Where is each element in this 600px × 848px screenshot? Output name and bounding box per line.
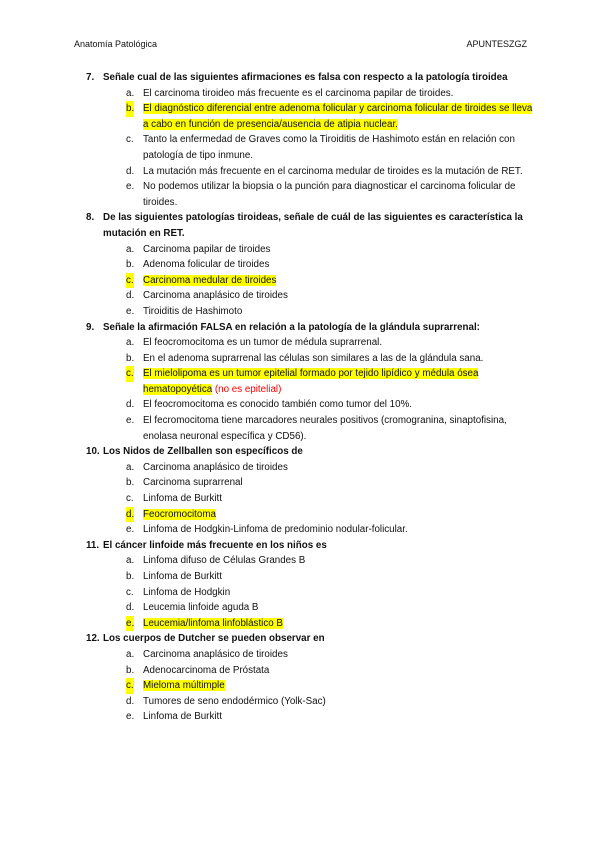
option-text: En el adenoma suprarrenal las células son similares a las de la glándula sana. [143, 352, 484, 364]
option [88, 663, 536, 679]
question-12 [88, 631, 536, 647]
option [88, 709, 536, 725]
header-source: APUNTESZGZ [466, 39, 527, 49]
option-text: Carcinoma papilar de tiroides [143, 243, 271, 255]
option-letter: c. [126, 134, 134, 146]
option [88, 335, 536, 351]
option [88, 257, 536, 273]
header-subject: Anatomía Patológica [74, 39, 158, 49]
option-text: El fecromocitoma tiene marcadores neurales positivos (cromogranina, sinaptofisina, enolasa neuronal específica y CD56). [143, 415, 507, 442]
question-number: 9. [86, 321, 95, 333]
option-text: Linfoma de Burkitt [143, 493, 222, 505]
option-letter: a. [126, 243, 135, 255]
question-8 [88, 210, 536, 241]
option-letter: b. [126, 571, 135, 582]
option [88, 86, 536, 102]
question-number: 12. [86, 633, 100, 645]
option [88, 647, 536, 663]
option-letter: b. [126, 352, 135, 364]
option [88, 491, 536, 507]
option-letter: e. [126, 181, 135, 193]
option-text: Linfoma de Burkitt [143, 571, 222, 582]
option-letter: c. [126, 678, 134, 694]
question-list [88, 70, 536, 725]
option [88, 164, 536, 180]
option-letter: a. [126, 87, 135, 99]
question-9 [88, 320, 536, 336]
option-letter: e. [126, 524, 135, 536]
question-text: Señale cual de las siguientes afirmaciones es falsa con respecto a la patología tiroidea [103, 72, 508, 83]
option-text: No podemos utilizar la biopsia o la punción para diagnosticar el carcinoma folicular de tiroides. [143, 181, 516, 208]
option-text: Tiroiditis de Hashimoto [143, 305, 243, 317]
question-11 [88, 538, 536, 554]
option-letter: a. [126, 337, 135, 349]
option-letter: b. [126, 664, 135, 676]
option-text: Carcinoma anaplásico de tiroides [143, 648, 288, 660]
option-text: Tanto la enfermedad de Graves como la Tiroiditis de Hashimoto están en relación con patología de tipo inmune. [143, 134, 515, 161]
option-letter: e. [126, 711, 135, 723]
option-text: Carcinoma anaplásico de tiroides [143, 461, 288, 473]
question-text: Los cuerpos de Dutcher se pueden observar en [103, 633, 325, 645]
option-text: Carcinoma anaplásico de tiroides [143, 290, 288, 302]
question-text: Los Nidos de Zellballen son específicos de [103, 446, 303, 458]
option-text: El feocromocitoma es un tumor de médula suprarrenal. [143, 337, 383, 349]
option-letter: b. [126, 477, 135, 489]
option [88, 288, 536, 304]
option-letter: d. [126, 399, 135, 411]
option-letter: c. [126, 586, 134, 598]
correction-note: (no es epitelial) [214, 383, 282, 395]
option [88, 179, 536, 210]
question-text: Señale la afirmación FALSA en relación a la patología de la glándula suprarrenal: [103, 321, 480, 333]
option-text: La mutación más frecuente en el carcinoma medular de tiroides es la mutación de RET. [143, 165, 523, 177]
option [88, 242, 536, 258]
option [88, 569, 536, 585]
option-letter: e. [126, 415, 135, 427]
option-text-highlighted: Mieloma múltimple [143, 680, 225, 692]
option [88, 101, 536, 132]
option [88, 366, 536, 397]
option [88, 132, 536, 163]
option [88, 273, 536, 289]
option-text: Adenocarcinoma de Próstata [143, 664, 270, 676]
question-number: 8. [86, 212, 95, 224]
option-letter: e. [126, 616, 134, 632]
option-letter: a. [126, 461, 135, 473]
option-text-highlighted: Feocromocitoma [143, 508, 216, 520]
option-letter: d. [126, 507, 134, 523]
question-number: 10. [86, 446, 100, 458]
option-letter: d. [126, 602, 135, 614]
option-text: El feocromocitoma es conocido también como tumor del 10%. [143, 399, 412, 411]
option-text: Leucemia linfoide aguda B [143, 602, 259, 614]
question-text: El cáncer linfoide más frecuente en los niños es [103, 539, 327, 551]
option-text: Linfoma de Hodgkin [143, 586, 231, 598]
option-letter: d. [126, 165, 135, 177]
option [88, 522, 536, 538]
question-number: 7. [86, 72, 95, 83]
option [88, 397, 536, 413]
option-letter: c. [126, 273, 134, 289]
option [88, 585, 536, 601]
option [88, 600, 536, 616]
option-text-highlighted: Leucemia/linfoma linfoblástico B [143, 617, 283, 629]
option-letter: e. [126, 305, 135, 317]
option [88, 616, 536, 632]
option [88, 413, 536, 444]
option [88, 351, 536, 367]
option-letter: a. [126, 648, 135, 660]
option-text: Linfoma difuso de Células Grandes B [143, 555, 306, 567]
option-text: Adenoma folicular de tiroides [143, 259, 270, 271]
option-letter: c. [126, 366, 134, 382]
question-text: De las siguientes patologías tiroideas, señale de cuál de las siguientes es característica la mutación en RET. [103, 212, 523, 239]
option-letter: d. [126, 695, 135, 707]
option-letter: b. [126, 259, 135, 271]
option-text: Carcinoma suprarrenal [143, 477, 243, 489]
option-letter: d. [126, 290, 135, 302]
option-text-highlighted: Carcinoma medular de tiroides [143, 274, 277, 286]
option-text: Linfoma de Burkitt [143, 711, 222, 723]
option-letter: a. [126, 555, 135, 567]
option [88, 475, 536, 491]
option-text: Tumores de seno endodérmico (Yolk-Sac) [143, 695, 326, 707]
option-letter: c. [126, 493, 134, 505]
page-header [74, 39, 527, 53]
option [88, 304, 536, 320]
option [88, 694, 536, 710]
option [88, 553, 536, 569]
question-number: 11. [86, 539, 100, 551]
option-letter: b. [126, 101, 134, 117]
question-10 [88, 444, 536, 460]
question-7 [88, 70, 536, 86]
option [88, 678, 536, 694]
option [88, 507, 536, 523]
option-text-highlighted: El mielolipoma es un tumor epitelial formado por tejido lipídico y médula ósea hematopoyética [143, 368, 479, 395]
option-text: El carcinoma tiroideo más frecuente es el carcinoma papilar de tiroides. [143, 87, 454, 99]
option-text-highlighted: El diagnóstico diferencial entre adenoma folicular y carcinoma folicular de tiroides se lleva a cabo en función de presencia/ausencia de atipia nuclear. [143, 103, 533, 130]
option-text: Linfoma de Hodgkin-Linfoma de predominio nodular-folicular. [143, 524, 408, 536]
option [88, 460, 536, 476]
